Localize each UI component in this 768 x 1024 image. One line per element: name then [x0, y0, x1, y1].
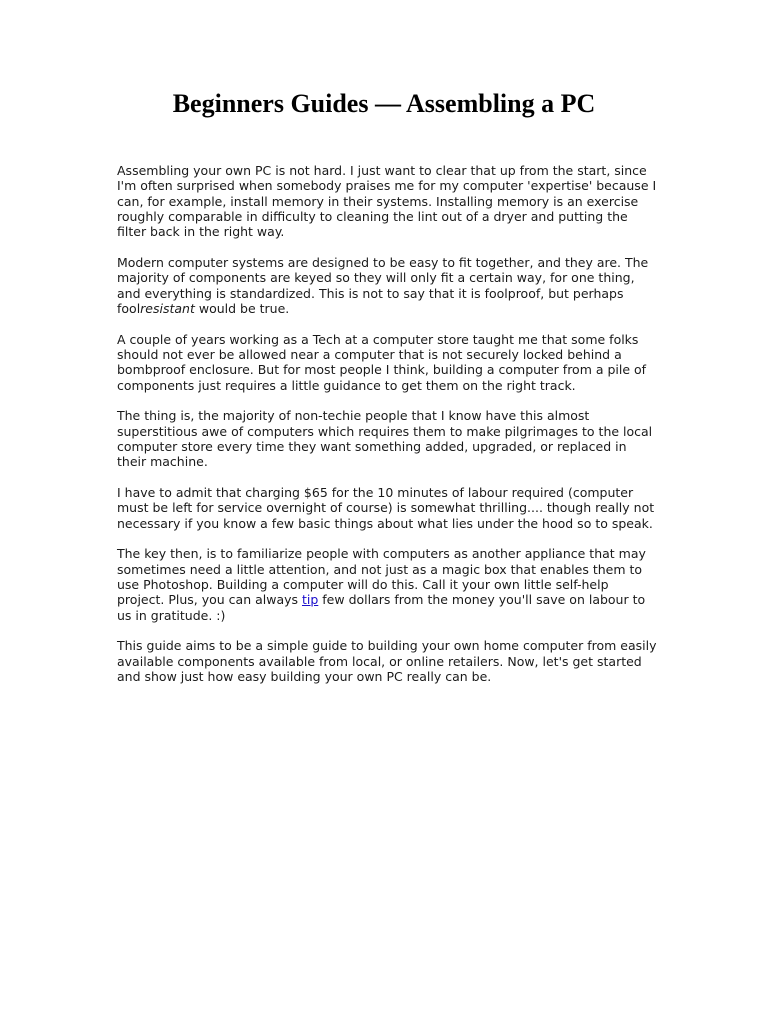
paragraph-modern-systems: [117, 255, 657, 316]
tip-link[interactable]: tip: [302, 592, 319, 608]
emphasis-text: resistant: [140, 300, 195, 316]
paragraph-tech-experience: A couple of years working as a Tech at a computer store taught me that some folks should not ever be allowed near a computer that is not securely locked behind a bombproof enclosure. But for most people I think, building a computer from a pile of components just requires a little guidance to get them on the right track.: [117, 331, 647, 393]
paragraph-labour-charge: I have to admit that charging $65 for the 10 minutes of labour required (computer must be left for service overnight of course) is somewhat thrilling.... though really not necessary if you know a few basic things about what lies under the hood so to speak.: [117, 485, 655, 531]
paragraph-text: few dollars from the money you'll save on labour to us in gratitude. :): [117, 592, 646, 623]
paragraph-text: would be true.: [194, 300, 290, 316]
paragraph-familiarize: [117, 546, 657, 622]
article-body: [117, 163, 657, 700]
paragraph-text: Modern computer systems are designed to be easy to fit together, and they are. The majority of components are keyed so they will only fit a certain way, for one thing, and everything is standardized. This is not to say that it is foolproof, but perhaps fool: [117, 254, 649, 316]
paragraph-text: The key then, is to familiarize people with computers as another appliance that may sometimes need a little attention, and not just as a magic box that enables them to use Photoshop. Building a computer will do this. Call it your own little self-help project. Plus, you can always: [117, 546, 646, 608]
paragraph-guide-aim: This guide aims to be a simple guide to building your own home computer from easily available components available from local, or online retailers. Now, let's get started and show just how easy building your own PC really can be.: [117, 638, 657, 685]
paragraph-non-techie: The thing is, the majority of non-techie people that I know have this almost superstitious awe of computers which requires them to make pilgrimages to the local computer store every time they want something added, upgraded, or replaced in their machine.: [117, 408, 653, 470]
paragraph-intro: Assembling your own PC is not hard. I just want to clear that up from the start, since I'm often surprised when somebody praises me for my computer 'expertise' because I can, for example, install memory in their systems. Installing memory is an exercise roughly comparable in difficulty to cleaning the lint out of a dryer and putting the filter back in the right way.: [117, 163, 657, 240]
page-title: Beginners Guides — Assembling a PC: [172, 89, 596, 118]
